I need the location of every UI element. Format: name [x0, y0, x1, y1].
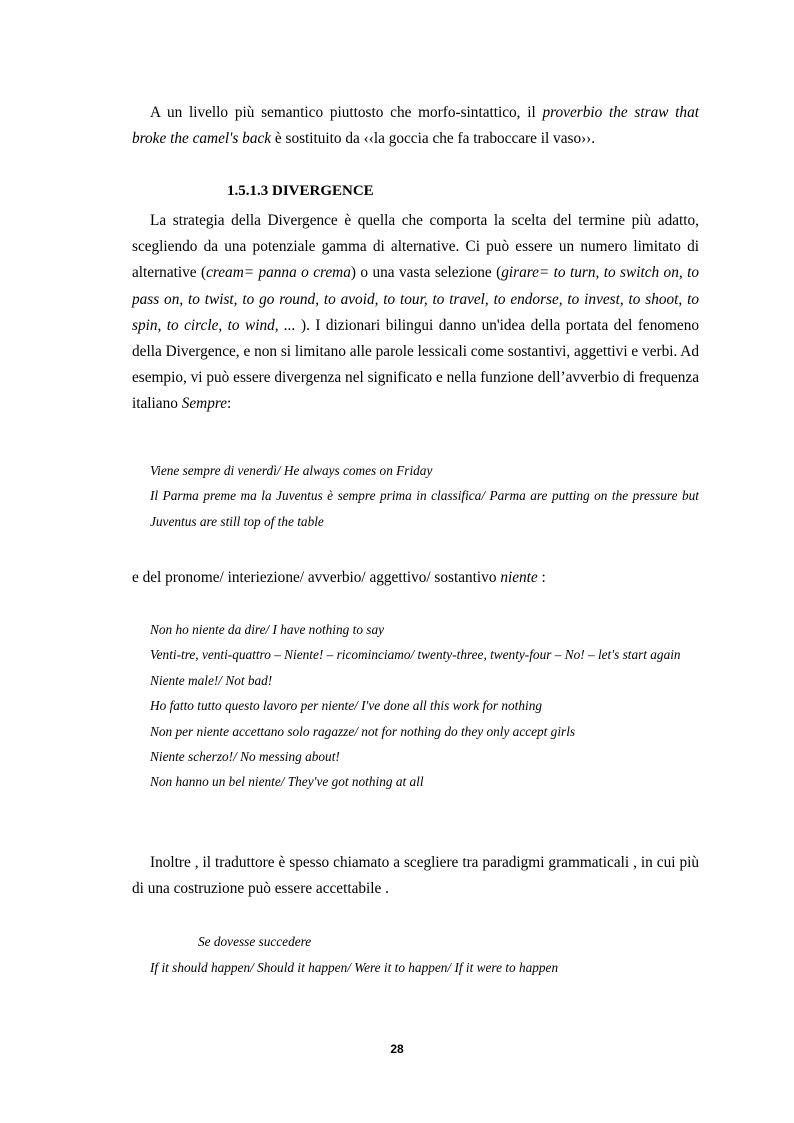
example-line: Il Parma preme ma la Juventus è sempre prima in classifica/ Parma are putting on the pressure but Juventus are still top of the table: [150, 488, 699, 529]
paragraph-niente: [132, 565, 699, 591]
example-line: Niente scherzo!/ No messing about!: [150, 749, 340, 765]
page-number: 28: [390, 1042, 404, 1056]
example-line: Non hanno un bel niente/ They've got nothing at all: [150, 774, 424, 790]
paragraph-proverb: [132, 100, 699, 152]
example-target: If it should happen/ Should it happen/ Were it to happen/ If it were to happen: [150, 960, 559, 975]
paragraph-paradigmi: Inoltre , il traduttore è spesso chiamato a scegliere tra paradigmi grammaticali , in cui più di una costruzione può essere accettabile .: [132, 854, 699, 898]
text-run: è sostituito da ‹‹la goccia che fa traboccare il vaso››.: [271, 130, 596, 148]
text-run: :: [227, 395, 232, 413]
text-run: e del pronome/ interiezione/ avverbio/ aggettivo/ sostantivo: [132, 569, 501, 586]
text-run: La strategia della Divergence è quella che comporta la scelta del termine più adatto, scegliendo da una potenziale gamma di alternative. Ci può essere un numero limitato di alternative (: [132, 212, 699, 282]
example-line: Viene sempre di venerdì/ He always comes on Friday: [150, 463, 433, 478]
italic-run: girare= to turn, to switch on, to pass on, to twist, to go round, to avoid, to tour, to travel, to endorse, to invest, to shoot, to spin, to circle, to wind, ...: [132, 264, 700, 334]
italic-run: proverbio the straw that broke the camel's back: [132, 104, 699, 148]
text-run: ). I dizionari bilingui danno un'idea della portata del fenomeno della Divergence, e non si limitano alle parole lessicali come sostantivi, aggettivi e verbi. Ad esempio, vi può essere divergenza nel significato e nella funzione dell’avverbio di frequenza italiano: [132, 316, 699, 413]
example-line: Venti-tre, venti-quattro – Niente! – ricominciamo/ twenty-three, twenty-four – No! – let's start again: [150, 647, 681, 663]
text-run: ) o una vasta selezione (: [350, 264, 502, 282]
italic-run: niente: [500, 569, 538, 586]
italic-run: Sempre: [181, 395, 228, 413]
paragraph-divergence: [132, 208, 699, 418]
text-run: :: [537, 569, 546, 586]
example-line: Non ho niente da dire/ I have nothing to say: [150, 622, 385, 637]
example-line: Niente male!/ Not bad!: [150, 672, 273, 688]
italic-run: cream= panna o crema: [206, 264, 351, 282]
examples-niente: [150, 617, 699, 795]
section-heading: 1.5.1.3 DIVERGENCE: [227, 183, 374, 199]
example-source: Se dovesse succedere: [198, 934, 312, 949]
examples-sempre: [150, 458, 699, 534]
example-line: Ho fatto tutto questo lavoro per niente/ I've done all this work for nothing: [150, 698, 542, 714]
example-line: Non per niente accettano solo ragazze/ not for nothing do they only accept girls: [150, 723, 576, 739]
text-run: A un livello più semantico piuttosto che morfo-sintattico, il: [150, 104, 543, 121]
